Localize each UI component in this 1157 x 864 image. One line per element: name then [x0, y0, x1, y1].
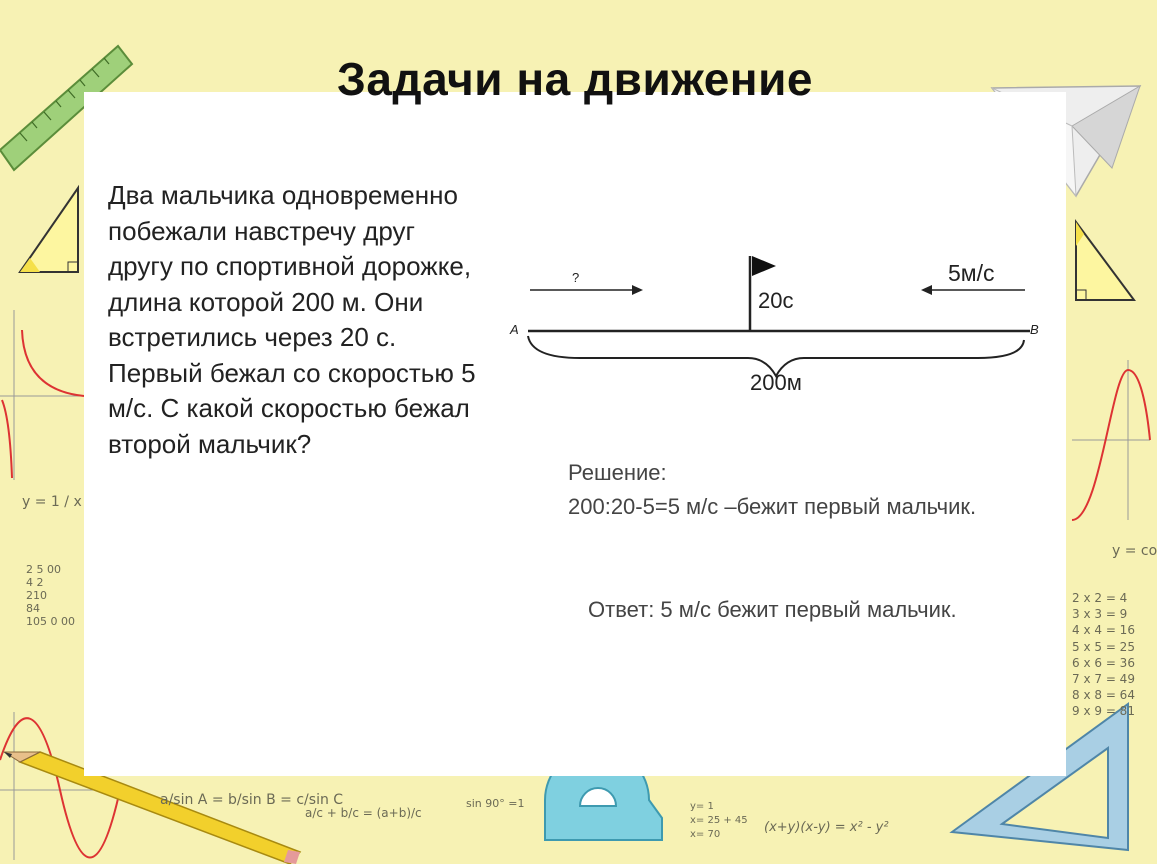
arrowhead-left	[921, 285, 932, 295]
solution-heading: Решение:	[568, 460, 667, 485]
formula-reciprocal: y = 1 / x	[22, 494, 82, 510]
formula-sine-law: a/sin A = b/sin B = c/sin C	[160, 792, 344, 808]
formula-difference-squares: (x+y)(x-y) = x² - y²	[764, 820, 889, 835]
point-b-label: B	[1030, 322, 1039, 337]
equation-system-2: y= 1 x= 25 + 45 x= 70	[690, 801, 748, 840]
long-multiplication: 2 5 00 4 2 210 84 105 0 00	[26, 563, 75, 628]
multiplication-table: 2 x 2 = 4 3 x 3 = 9 4 x 4 = 16 5 x 5 = 25 6 x 6 = 36 7 x 7 = 49 8 x 8 = 64 9 x 9 = 81	[1072, 591, 1135, 719]
triangle-figure-right	[1076, 222, 1134, 300]
flag-icon	[752, 256, 776, 276]
point-a-label: A	[510, 322, 519, 337]
triangle-figure-left	[20, 188, 78, 272]
formula-sin90: sin 90° =1	[466, 797, 525, 810]
speed-label: 5м/с	[948, 260, 995, 286]
cosine-graph	[1072, 360, 1150, 520]
time-label: 20с	[758, 288, 794, 313]
slide-title: Задачи на движение	[337, 53, 813, 105]
problem-text: Два мальчика одновременно побежали навстречу друг другу по спортивной дорожке, длина которой 200 м. Они встретились через 20 с. Первый бежал со скоростью 5 м/с. С какой скоростью бежал второй мальчик?	[108, 180, 476, 459]
formula-cosine: y = co	[1112, 543, 1157, 559]
formula-fraction-sum: a/c + b/c = (a+b)/c	[305, 806, 422, 820]
solution-line: 200:20-5=5 м/с –бежит первый мальчик.	[568, 494, 977, 519]
distance-label: 200м	[750, 370, 802, 395]
reciprocal-graph	[0, 310, 84, 480]
arrowhead-right	[632, 285, 643, 295]
unknown-speed-label: ?	[572, 270, 580, 285]
answer-text: Ответ: 5 м/с бежит первый мальчик.	[588, 597, 957, 622]
motion-diagram	[500, 240, 1060, 410]
